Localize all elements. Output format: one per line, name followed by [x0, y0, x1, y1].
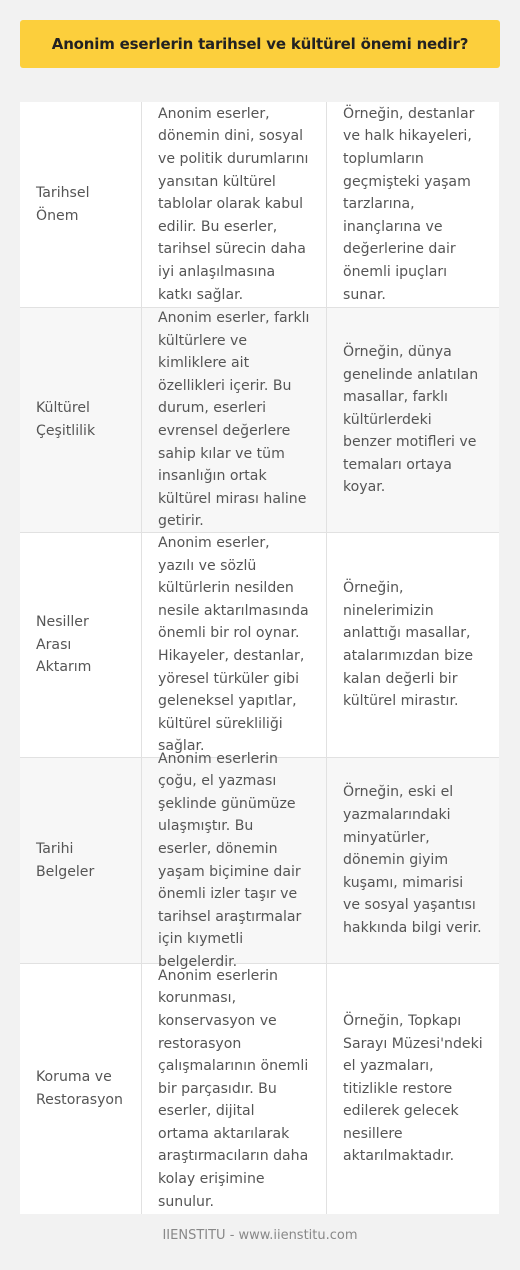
- table-row: [20, 308, 499, 533]
- row-description: Anonim eserlerin çoğu, el yazması şeklinde günümüze ulaşmıştır. Bu eserler, dönemin yaşam biçimine dair önemli izler taşır ve tarihsel araştırmalar için kıymetli belgelerdir.: [142, 758, 327, 963]
- row-example: Örneğin, Topkapı Sarayı Müzesi'ndeki el yazmaları, titizlikle restore edilerek gelecek nesillere aktarılmaktadır.: [343, 1012, 483, 1165]
- row-description: Anonim eserler, dönemin dini, sosyal ve politik durumlarını yansıtan kültürel tablolar olarak kabul edilir. Bu eserler, tarihsel sürecin daha iyi anlaşılmasına katkı sağlar.: [142, 102, 327, 307]
- row-example: Örneğin, dünya genelinde anlatılan masallar, farklı kültürlerdeki benzer motifleri ve temaları ortaya koyar.: [343, 343, 479, 496]
- row-description: Anonim eserlerin korunması, konservasyon ve restorasyon çalışmalarının önemli bir parçasıdır. Bu eserler, dijital ortama aktarılarak araştırmacıların daha kolay erişimine sunulur.: [142, 964, 327, 1214]
- row-description: Anonim eserler, farklı kültürlere ve kimliklere ait özellikleri içerir. Bu durum, eserleri evrensel değerlere sahip kılar ve tüm insanlığın ortak kültürel mirası haline getirir.: [142, 308, 327, 532]
- footer-credit: IIENSTITU - www.iienstitu.com: [162, 1228, 358, 1243]
- page-title: Anonim eserlerin tarihsel ve kültürel önemi nedir?: [51, 35, 469, 53]
- table-row: [20, 102, 499, 308]
- row-topic: Tarihsel Önem: [20, 102, 142, 307]
- table-row: [20, 533, 499, 758]
- row-description: Anonim eserler, yazılı ve sözlü kültürlerin nesilden nesile aktarılmasında önemli bir rol oynar. Hikayeler, destanlar, yöresel türküler gibi geleneksel yapıtlar, kültürel sürekliliği sağlar.: [142, 533, 327, 757]
- row-example: Örneğin, destanlar ve halk hikayeleri, toplumların geçmişteki yaşam tarzlarına, inançlarına ve değerlerine dair önemli ipuçları sunar.: [343, 105, 475, 303]
- row-topic: Kültürel Çeşitlilik: [20, 308, 142, 532]
- title-banner: [20, 20, 500, 68]
- row-example: Örneğin, ninelerimizin anlattığı masallar, atalarımızdan bize kalan değerli bir kültürel mirastır.: [343, 580, 474, 710]
- table-row: [20, 964, 499, 1214]
- row-topic: Koruma ve Restorasyon: [20, 964, 142, 1214]
- table-row: [20, 750, 499, 970]
- row-topic: Tarihi Belgeler: [20, 758, 142, 963]
- row-example: Örneğin, eski el yazmalarındaki minyatürler, dönemin giyim kuşamı, mimarisi ve sosyal yaşantısı hakkında bilgi verir.: [343, 784, 482, 936]
- row-topic: Nesiller Arası Aktarım: [20, 533, 142, 757]
- info-table: [20, 102, 499, 1214]
